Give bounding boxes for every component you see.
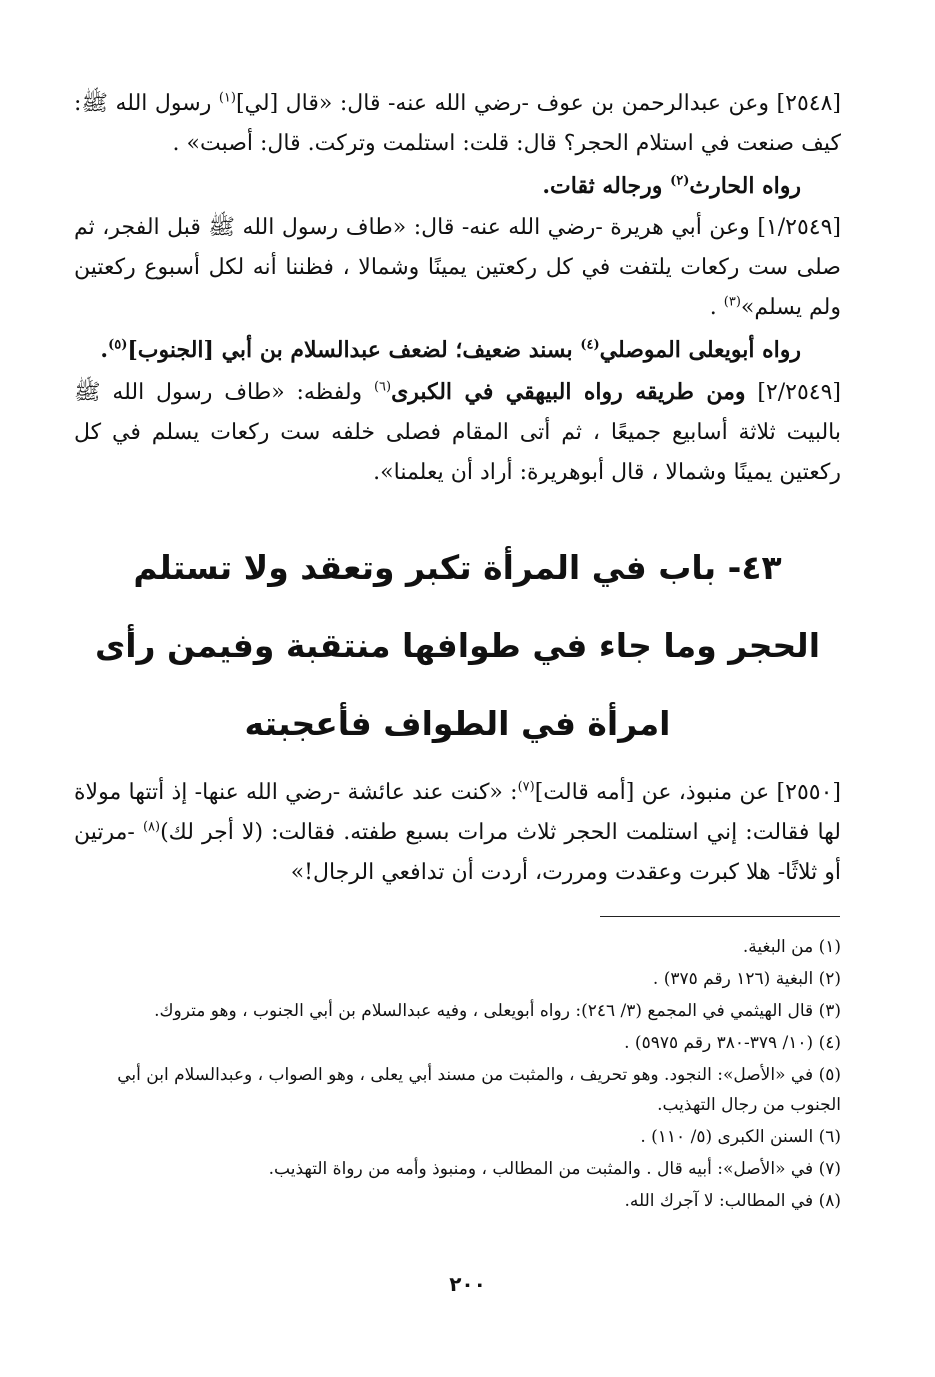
hadith-number: [٢٥٥٠] [776, 780, 841, 805]
hadith-number: [٢/٢٥٤٩] [757, 380, 841, 405]
footnote-ref: (١) [218, 90, 236, 106]
hadith-text: وعن عبدالرحمن بن عوف -رضي الله عنه- قال: «قال [لي] [235, 91, 770, 116]
footnote-divider [600, 916, 840, 917]
source-text: . [100, 337, 109, 363]
footnote: (٤) (١٠/ ٣٧٩-٣٨٠ رقم ٥٩٧٥) . [624, 1033, 841, 1053]
source-text: بسند ضعيف؛ لضعف عبدالسلام بن أبي [الجنوب] [127, 337, 573, 363]
source-text: رواه الحارث [689, 173, 801, 199]
footnote: (٥) في «الأصل»: النجود. وهو تحريف ، والمثبت من مسند أبي يعلى ، وهو الصواب ، وعبدالسلام ابن أبي الجنوب من رجال التهذيب. [117, 1065, 841, 1115]
source-text: ومن طريقه رواه البيهقي في الكبرى [391, 379, 746, 405]
hadith-text: ولفظه: «طاف رسول الله ﷺ بالبيت ثلاثة أسابيع جميعًا ، ثم أتى المقام فصلى خلفه ست ركعات يسلم في كل ركعتين يمينًا وشمالا ، قال أبوهريرة: أراد أن يعلمنا». [74, 380, 841, 485]
footnote: (٣) قال الهيثمي في المجمع (٣/ ٢٤٦): رواه أبويعلى ، وفيه عبدالسلام بن أبي الجنوب ، وهو متروك. [154, 1001, 841, 1021]
footnote-ref: (٢) [670, 173, 690, 189]
hadith-2548 [74, 84, 841, 164]
heading-line: امرأة في الطواف فأعجبته [244, 704, 671, 743]
hadith-text: -مرتين أو ثلاثًا- هلا كبرت وعقدت ومررت، أردت أن تدافعي الرجال!» [74, 820, 841, 885]
footnote-ref: (٤) [580, 337, 600, 353]
footnote-ref: (٦) [373, 379, 392, 395]
footnote: (٦) السنن الكبرى (٥/ ١١٠) . [640, 1127, 841, 1147]
hadith-text: عن منبوذ، عن [أمه قالت] [534, 780, 770, 805]
source-text: رواه أبويعلى الموصلي [599, 337, 801, 363]
hadith-text: : «كنت عند عائشة -رضي الله عنها- إذ أتتها مولاة لها فقالت: إني استلمت الحجر ثلاث مرات بسبع طفته. فقالت: (لا أجر لك) [74, 780, 841, 845]
hadith-text: . [709, 295, 717, 320]
footnote: (١) من البغية. [742, 937, 841, 957]
source-note [74, 166, 841, 206]
footnote-ref: (٨) [142, 819, 161, 835]
chapter-heading [74, 529, 841, 763]
hadith-text: وعن أبي هريرة -رضي الله عنه- قال: «طاف رسول الله ﷺ قبل الفجر، ثم صلى ست ركعات يلتفت في كل ركعتين يمينًا وشمالا ، فظننا أنه لكل أسبوع ركعتين ولم يسلم» [74, 215, 841, 320]
hadith-2549-2 [74, 372, 841, 493]
footnote: (٢) البغية (١٢٦ رقم ٣٧٥) . [652, 969, 841, 989]
footnote-ref: (٣) [723, 294, 741, 310]
footnote: (٧) في «الأصل»: أبيه قال . والمثبت من المطالب ، ومنبوذ وأمه من رواة التهذيب. [268, 1159, 841, 1179]
main-text [74, 84, 841, 893]
footnote-ref: (٧) [517, 779, 535, 795]
heading-line: الحجر وما جاء في طوافها منتقبة وفيمن رأى [94, 626, 821, 665]
hadith-2550 [74, 773, 841, 893]
hadith-text: رسول الله ﷺ: كيف صنعت في استلام الحجر؟ قال: قلت: استلمت وتركت. قال: أصبت» . [74, 91, 841, 156]
hadith-number: [١/٢٥٤٩] [757, 215, 841, 240]
footnote-ref: (٥) [108, 337, 128, 353]
footnote: (٨) في المطالب: لا آجرك الله. [624, 1191, 841, 1211]
hadith-number: [٢٥٤٨] [776, 91, 841, 116]
source-note [74, 330, 841, 370]
source-text: ورجاله ثقات. [542, 173, 663, 199]
hadith-2549-1 [74, 208, 841, 328]
page-number: ٢٠٠ [449, 1272, 486, 1296]
heading-line: ٤٣- باب في المرأة تكبر وتعقد ولا تستلم [133, 548, 782, 587]
footnotes [74, 932, 841, 1216]
